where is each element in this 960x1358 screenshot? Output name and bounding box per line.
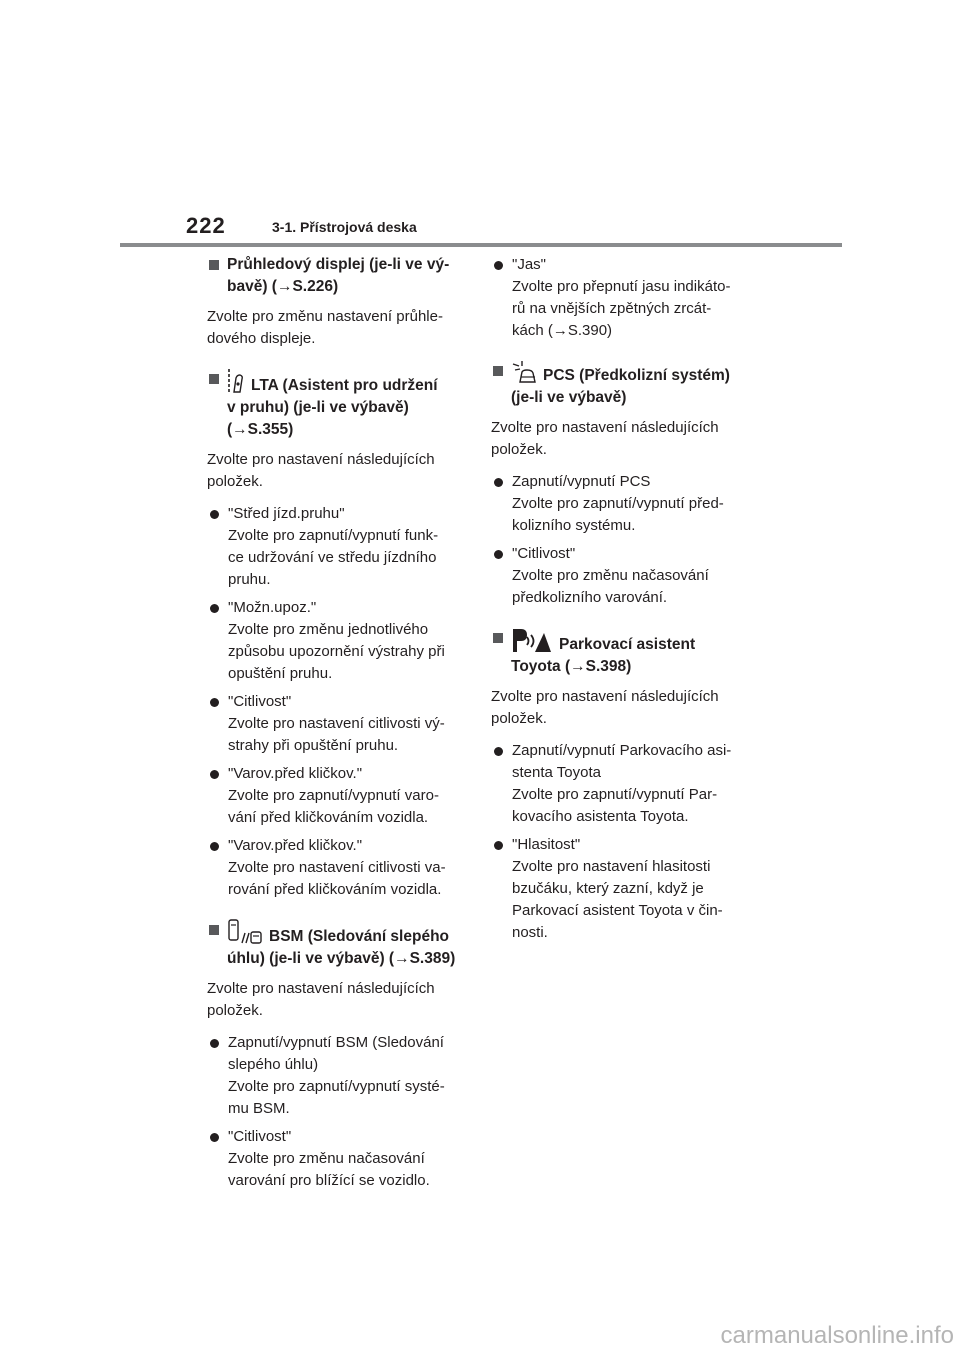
blind-spot-icon	[227, 919, 263, 945]
section-body: Zvolte pro nastavení následujících položek.	[491, 688, 719, 727]
section-pcs	[491, 360, 753, 609]
list-item: Zapnutí/vypnutí Parkovacího asi- stenta Toyota Zvolte pro zapnutí/vypnutí Par- kovacího asistenta Toyota.	[491, 740, 753, 828]
heading-line: bavě) (→S.226)	[227, 278, 339, 295]
section-parking	[491, 627, 753, 944]
list-item: "Střed jízd.pruhu" Zvolte pro zapnutí/vypnutí funk- ce udržování ve středu jízdního pruhu.	[207, 503, 467, 591]
square-bullet-icon	[209, 260, 219, 270]
section-jas	[491, 254, 753, 342]
header-rule	[120, 243, 842, 247]
list-item: "Možn.upoz." Zvolte pro změnu jednotlivého způsobu upozornění výstrahy při opuštění pruhu.	[207, 597, 467, 685]
list-item: "Citlivost" Zvolte pro změnu načasování varování pro blížící se vozidlo.	[207, 1126, 467, 1192]
parking-sensor-icon	[511, 627, 553, 653]
page-number: 222	[186, 213, 226, 238]
bullet-dot-icon	[494, 478, 503, 487]
bullet-dot-icon	[210, 1039, 219, 1048]
left-column	[207, 254, 467, 1210]
bullet-dot-icon	[494, 841, 503, 850]
bullet-dot-icon	[494, 747, 503, 756]
square-bullet-icon	[493, 633, 503, 643]
lane-keep-icon	[227, 368, 245, 394]
list-item: "Jas" Zvolte pro přepnutí jasu indikáto- rů na vnějších zpětných zrcát- kách (→S.390)	[491, 254, 753, 342]
bullet-dot-icon	[494, 261, 503, 270]
list-item: Zapnutí/vypnutí PCS Zvolte pro zapnutí/vypnutí před- kolizního systému.	[491, 471, 753, 537]
section-heading	[207, 254, 467, 298]
list-item: "Varov.před kličkov." Zvolte pro nastavení citlivosti va- rování před kličkováním vozidla.	[207, 835, 467, 901]
square-bullet-icon	[493, 366, 503, 376]
section-body: Zvolte pro nastavení následujících položek.	[207, 451, 435, 490]
bullet-dot-icon	[210, 604, 219, 613]
square-bullet-icon	[209, 374, 219, 384]
section-body: Zvolte pro změnu nastavení průhle- dového displeje.	[207, 308, 443, 347]
bullet-dot-icon	[210, 842, 219, 851]
list-item: "Citlivost" Zvolte pro nastavení citlivosti vý- strahy při opuštění pruhu.	[207, 691, 467, 757]
section-body: Zvolte pro nastavení následujících položek.	[491, 419, 719, 458]
heading-line: Průhledový displej (je-li ve vý-	[227, 256, 450, 273]
list-item: Zapnutí/vypnutí BSM (Sledování slepého úhlu) Zvolte pro zapnutí/vypnutí systé- mu BSM.	[207, 1032, 467, 1120]
bullet-dot-icon	[210, 770, 219, 779]
section-heading: BSM (Sledování slepého úhlu) (je-li ve výbavě) (→S.389)	[207, 919, 467, 970]
square-bullet-icon	[209, 925, 219, 935]
section-hud	[207, 254, 467, 350]
section-heading: PCS (Předkolizní systém) (je-li ve výbavě)	[491, 360, 753, 409]
section-body: Zvolte pro nastavení následujících položek.	[207, 980, 435, 1019]
watermark: carmanualsonline.info	[720, 1322, 954, 1349]
bullet-dot-icon	[494, 550, 503, 559]
section-bsm	[207, 919, 467, 1192]
list-item: "Varov.před kličkov." Zvolte pro zapnutí/vypnutí varo- vání před kličkováním vozidla.	[207, 763, 467, 829]
bullet-dot-icon	[210, 698, 219, 707]
right-column	[491, 254, 753, 962]
bullet-dot-icon	[210, 510, 219, 519]
chapter-title: 3-1. Přístrojová deska	[272, 219, 417, 235]
bullet-dot-icon	[210, 1133, 219, 1142]
section-heading: LTA (Asistent pro udržení v pruhu) (je-li ve výbavě) (→S.355)	[207, 368, 467, 441]
section-lta	[207, 368, 467, 901]
list-item: "Hlasitost" Zvolte pro nastavení hlasitosti bzučáku, který zazní, když je Parkovací asistent Toyota v čin- nosti.	[491, 834, 753, 944]
pre-collision-icon	[511, 360, 537, 384]
list-item: "Citlivost" Zvolte pro změnu načasování předkolizního varování.	[491, 543, 753, 609]
section-heading: Parkovací asistent Toyota (→S.398)	[491, 627, 753, 678]
